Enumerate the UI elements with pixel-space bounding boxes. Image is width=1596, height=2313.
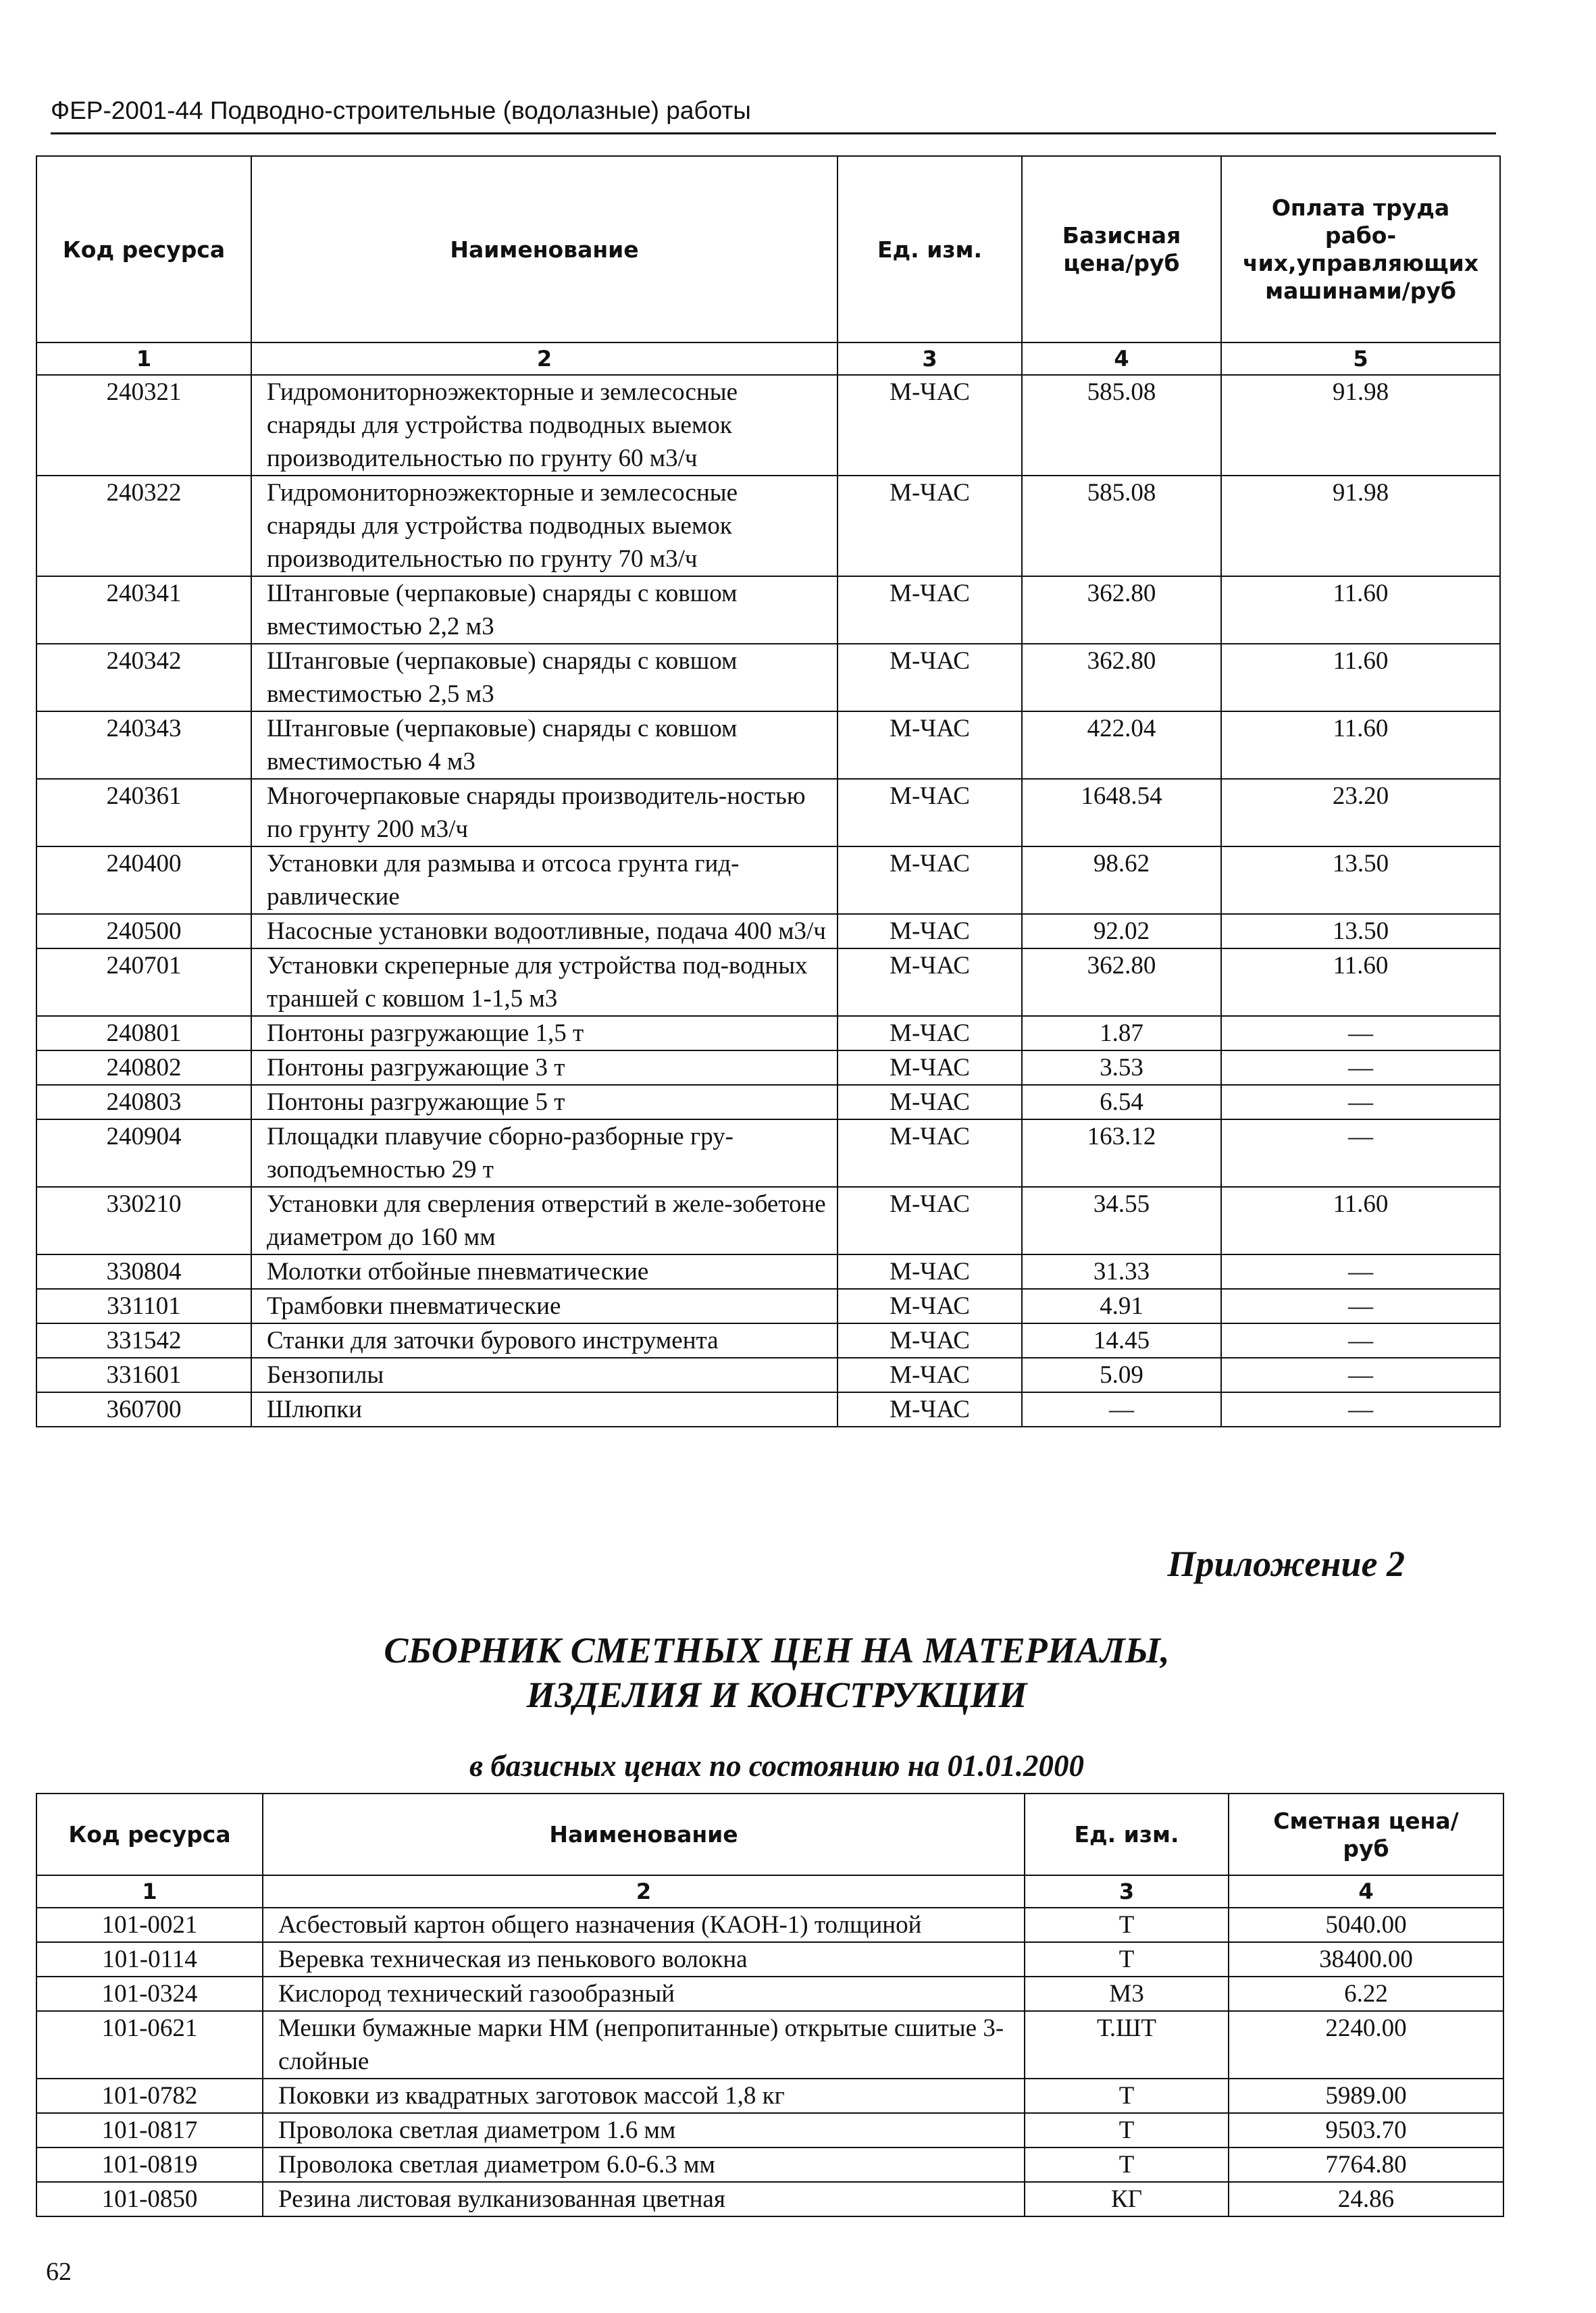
resource-code: 101-0021 — [36, 1908, 263, 1942]
resource-name: Станки для заточки бурового инструмента — [251, 1323, 838, 1358]
resource-code: 101-0782 — [36, 2079, 263, 2113]
resource-code: 240904 — [36, 1119, 251, 1187]
table-row — [36, 1908, 1503, 1942]
operator-labor: — — [1221, 1323, 1500, 1358]
base-price: 4.91 — [1022, 1289, 1221, 1323]
table-row — [36, 1016, 1500, 1050]
column-number-row — [36, 1875, 1503, 1908]
unit: М-ЧАС — [838, 476, 1022, 576]
unit: М3 — [1025, 1977, 1229, 2011]
resource-name: Понтоны разгружающие 3 т — [251, 1050, 838, 1085]
table-row — [36, 644, 1500, 711]
unit: М-ЧАС — [838, 576, 1022, 644]
table-row — [36, 2011, 1503, 2079]
base-price: 362.80 — [1022, 644, 1221, 711]
unit: М-ЧАС — [838, 948, 1022, 1016]
resource-code: 240802 — [36, 1050, 251, 1085]
resource-name: Асбестовый картон общего назначения (КАОН-1) толщиной — [263, 1908, 1025, 1942]
table-header-row — [36, 156, 1500, 342]
resource-code: 240342 — [36, 644, 251, 711]
base-price: 31.33 — [1022, 1254, 1221, 1289]
resource-code: 101-0817 — [36, 2113, 263, 2147]
collection-title — [270, 1628, 1283, 1717]
resource-code: 330804 — [36, 1254, 251, 1289]
resource-code: 101-0324 — [36, 1977, 263, 2011]
resource-code: 331542 — [36, 1323, 251, 1358]
unit: Т — [1025, 2079, 1229, 2113]
resource-code: 331601 — [36, 1358, 251, 1392]
table-row — [36, 948, 1500, 1016]
table-row — [36, 1977, 1503, 2011]
resource-code: 240803 — [36, 1085, 251, 1119]
resource-name: Штанговые (черпаковые) снаряды с ковшом вместимостью 4 м3 — [251, 711, 838, 779]
table-row — [36, 1119, 1500, 1187]
page-number: 62 — [46, 2258, 72, 2286]
estimate-price: 5989.00 — [1229, 2079, 1503, 2113]
resource-name: Шлюпки — [251, 1392, 838, 1427]
base-price: 1.87 — [1022, 1016, 1221, 1050]
estimate-price: 7764.80 — [1229, 2147, 1503, 2182]
column-number-row — [36, 342, 1500, 375]
resource-name: Многочерпаковые снаряды производитель-ностью по грунту 200 м3/ч — [251, 779, 838, 846]
resource-name: Установки для размыва и отсоса грунта гид-равлические — [251, 846, 838, 914]
unit: М-ЧАС — [838, 375, 1022, 476]
estimate-price: 38400.00 — [1229, 1942, 1503, 1977]
machines-price-table — [36, 155, 1501, 1427]
table-row — [36, 1358, 1500, 1392]
resource-name: Проволока светлая диаметром 6.0-6.3 мм — [263, 2147, 1025, 2182]
table-header-row — [36, 1794, 1503, 1875]
unit: М-ЧАС — [838, 914, 1022, 948]
base-price: 3.53 — [1022, 1050, 1221, 1085]
operator-labor: 11.60 — [1221, 1187, 1500, 1254]
table-row — [36, 1187, 1500, 1254]
table-row — [36, 476, 1500, 576]
resource-code: 240343 — [36, 711, 251, 779]
base-price: 163.12 — [1022, 1119, 1221, 1187]
resource-code: 101-0114 — [36, 1942, 263, 1977]
unit: Т — [1025, 2147, 1229, 2182]
unit: М-ЧАС — [838, 1289, 1022, 1323]
operator-labor: — — [1221, 1085, 1500, 1119]
table-row — [36, 1289, 1500, 1323]
table-row — [36, 1085, 1500, 1119]
column-header-base-price: Базисная цена/руб — [1022, 156, 1221, 342]
table-row — [36, 576, 1500, 644]
unit: М-ЧАС — [838, 644, 1022, 711]
base-price: 362.80 — [1022, 576, 1221, 644]
resource-name: Гидромониторноэжекторные и землесосные снаряды для устройства подводных выемок производительностью по грунту 60 м3/ч — [251, 375, 838, 476]
appendix-label: Приложение 2 — [1167, 1544, 1405, 1584]
estimate-price: 2240.00 — [1229, 2011, 1503, 2079]
unit: М-ЧАС — [838, 1187, 1022, 1254]
base-price: 362.80 — [1022, 948, 1221, 1016]
resource-name: Понтоны разгружающие 5 т — [251, 1085, 838, 1119]
column-number: 4 — [1229, 1875, 1503, 1908]
resource-name: Установки для сверления отверстий в желе-зобетоне диаметром до 160 мм — [251, 1187, 838, 1254]
base-price: — — [1022, 1392, 1221, 1427]
column-header-name: Наименование — [263, 1794, 1025, 1875]
column-number: 2 — [251, 342, 838, 375]
resource-code: 240322 — [36, 476, 251, 576]
resource-name: Установки скреперные для устройства под-водных траншей с ковшом 1-1,5 м3 — [251, 948, 838, 1016]
operator-labor: — — [1221, 1050, 1500, 1085]
operator-labor: 13.50 — [1221, 914, 1500, 948]
table-row — [36, 2079, 1503, 2113]
resource-name: Резина листовая вулканизованная цветная — [263, 2182, 1025, 2216]
base-price: 585.08 — [1022, 375, 1221, 476]
column-number: 1 — [36, 342, 251, 375]
unit: Т — [1025, 2113, 1229, 2147]
resource-name: Площадки плавучие сборно-разборные гру-зоподъемностью 29 т — [251, 1119, 838, 1187]
resource-name: Мешки бумажные марки НМ (непропитанные) открытые сшитые 3-слойные — [263, 2011, 1025, 2079]
estimate-price: 24.86 — [1229, 2182, 1503, 2216]
resource-code: 330210 — [36, 1187, 251, 1254]
resource-code: 240500 — [36, 914, 251, 948]
unit: М-ЧАС — [838, 711, 1022, 779]
column-header-unit: Ед. изм. — [1025, 1794, 1229, 1875]
resource-name: Кислород технический газообразный — [263, 1977, 1025, 2011]
column-header-estimate-price: Сметная цена/руб — [1229, 1794, 1503, 1875]
operator-labor: 91.98 — [1221, 476, 1500, 576]
resource-code: 101-0621 — [36, 2011, 263, 2079]
unit: Т.ШТ — [1025, 2011, 1229, 2079]
unit: М-ЧАС — [838, 1392, 1022, 1427]
resource-code: 331101 — [36, 1289, 251, 1323]
column-number: 4 — [1022, 342, 1221, 375]
operator-labor: 11.60 — [1221, 576, 1500, 644]
base-price: 14.45 — [1022, 1323, 1221, 1358]
column-number: 3 — [1025, 1875, 1229, 1908]
column-number: 2 — [263, 1875, 1025, 1908]
table-row — [36, 1254, 1500, 1289]
collection-title-line-1: СБОРНИК СМЕТНЫХ ЦЕН НА МАТЕРИАЛЫ, — [384, 1630, 1170, 1671]
table-row — [36, 914, 1500, 948]
unit: М-ЧАС — [838, 1254, 1022, 1289]
table-row — [36, 711, 1500, 779]
column-header-code: Код ресурса — [36, 1794, 263, 1875]
collection-subtitle: в базисных ценах по состоянию на 01.01.2000 — [469, 1749, 1084, 1783]
table-row — [36, 779, 1500, 846]
base-price: 34.55 — [1022, 1187, 1221, 1254]
resource-code: 240701 — [36, 948, 251, 1016]
materials-price-table — [36, 1793, 1504, 2217]
column-header-operator-labor: Оплата труда рабо-чих,управляющих машинами/руб — [1221, 156, 1500, 342]
unit: М-ЧАС — [838, 1050, 1022, 1085]
resource-code: 240361 — [36, 779, 251, 846]
table-row — [36, 1050, 1500, 1085]
resource-name: Проволока светлая диаметром 1.6 мм — [263, 2113, 1025, 2147]
resource-name: Трамбовки пневматические — [251, 1289, 838, 1323]
unit: М-ЧАС — [838, 1016, 1022, 1050]
operator-labor: — — [1221, 1358, 1500, 1392]
resource-name: Молотки отбойные пневматические — [251, 1254, 838, 1289]
unit: Т — [1025, 1908, 1229, 1942]
collection-title-line-2: ИЗДЕЛИЯ И КОНСТРУКЦИИ — [526, 1675, 1027, 1715]
column-number: 3 — [838, 342, 1022, 375]
unit: КГ — [1025, 2182, 1229, 2216]
table-row — [36, 1942, 1503, 1977]
resource-name: Веревка техническая из пенькового волокна — [263, 1942, 1025, 1977]
resource-code: 360700 — [36, 1392, 251, 1427]
resource-name: Поковки из квадратных заготовок массой 1,8 кг — [263, 2079, 1025, 2113]
base-price: 1648.54 — [1022, 779, 1221, 846]
header-rule — [51, 132, 1496, 134]
operator-labor: — — [1221, 1289, 1500, 1323]
column-header-unit: Ед. изм. — [838, 156, 1022, 342]
resource-code: 240400 — [36, 846, 251, 914]
unit: М-ЧАС — [838, 779, 1022, 846]
resource-name: Гидромониторноэжекторные и землесосные снаряды для устройства подводных выемок производительностью по грунту 70 м3/ч — [251, 476, 838, 576]
unit: Т — [1025, 1942, 1229, 1977]
operator-labor: — — [1221, 1119, 1500, 1187]
unit: М-ЧАС — [838, 846, 1022, 914]
resource-code: 240321 — [36, 375, 251, 476]
column-header-code: Код ресурса — [36, 156, 251, 342]
estimate-price: 5040.00 — [1229, 1908, 1503, 1942]
operator-labor: 91.98 — [1221, 375, 1500, 476]
base-price: 585.08 — [1022, 476, 1221, 576]
operator-labor: 11.60 — [1221, 644, 1500, 711]
resource-code: 101-0819 — [36, 2147, 263, 2182]
base-price: 92.02 — [1022, 914, 1221, 948]
unit: М-ЧАС — [838, 1119, 1022, 1187]
operator-labor: 11.60 — [1221, 711, 1500, 779]
table-row — [36, 2113, 1503, 2147]
table-row — [36, 2182, 1503, 2216]
operator-labor: — — [1221, 1254, 1500, 1289]
column-number: 5 — [1221, 342, 1500, 375]
resource-name: Насосные установки водоотливные, подача 400 м3/ч — [251, 914, 838, 948]
running-title: ФЕР-2001-44 Подводно-строительные (водолазные) работы — [51, 97, 751, 124]
resource-name: Бензопилы — [251, 1358, 838, 1392]
estimate-price: 9503.70 — [1229, 2113, 1503, 2147]
column-number: 1 — [36, 1875, 263, 1908]
resource-name: Понтоны разгружающие 1,5 т — [251, 1016, 838, 1050]
base-price: 98.62 — [1022, 846, 1221, 914]
resource-code: 240801 — [36, 1016, 251, 1050]
table-row — [36, 2147, 1503, 2182]
table-row — [36, 375, 1500, 476]
operator-labor: 23.20 — [1221, 779, 1500, 846]
base-price: 6.54 — [1022, 1085, 1221, 1119]
column-header-name: Наименование — [251, 156, 838, 342]
unit: М-ЧАС — [838, 1323, 1022, 1358]
resource-code: 240341 — [36, 576, 251, 644]
base-price: 422.04 — [1022, 711, 1221, 779]
operator-labor: 13.50 — [1221, 846, 1500, 914]
unit: М-ЧАС — [838, 1085, 1022, 1119]
estimate-price: 6.22 — [1229, 1977, 1503, 2011]
unit: М-ЧАС — [838, 1358, 1022, 1392]
operator-labor: — — [1221, 1016, 1500, 1050]
resource-code: 101-0850 — [36, 2182, 263, 2216]
base-price: 5.09 — [1022, 1358, 1221, 1392]
table-row — [36, 846, 1500, 914]
table-row — [36, 1323, 1500, 1358]
operator-labor: — — [1221, 1392, 1500, 1427]
operator-labor: 11.60 — [1221, 948, 1500, 1016]
table-row — [36, 1392, 1500, 1427]
resource-name: Штанговые (черпаковые) снаряды с ковшом вместимостью 2,2 м3 — [251, 576, 838, 644]
resource-name: Штанговые (черпаковые) снаряды с ковшом вместимостью 2,5 м3 — [251, 644, 838, 711]
